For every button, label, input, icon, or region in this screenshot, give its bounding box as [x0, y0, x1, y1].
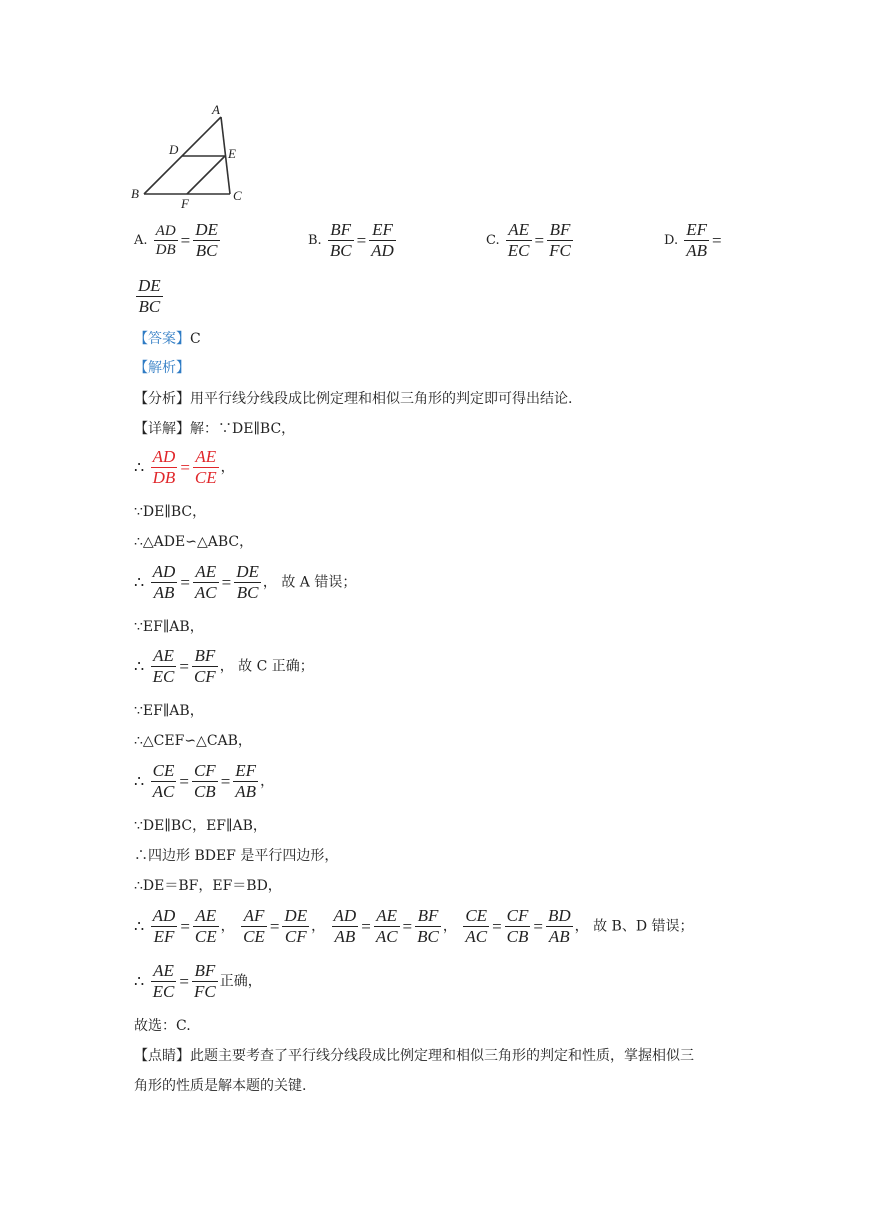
choose-line: 故选：C. — [134, 1018, 191, 1034]
option-label: B. — [308, 233, 322, 248]
label-b: B — [131, 186, 139, 201]
xiangjie-text: 解：∵DE∥BC， — [190, 421, 296, 437]
dianjing-line-1: 【点睛】此题主要考查了平行线分线段成比例定理和相似三角形的判定和性质，掌握相似三 — [134, 1048, 694, 1064]
step-6: ∴ $\frac{AE}{EC}$ = $\frac{BF}{CF}$ ， 故 C 正确； — [134, 646, 314, 686]
fraction: $\frac{AF}{CE}$ — [243, 906, 265, 946]
fenxi-tag: 【分析】 — [134, 391, 190, 407]
answer-line — [134, 329, 201, 349]
option-a[interactable]: A. $\frac{AD}{DB}$ = $\frac{DE}{BC}$ — [134, 220, 218, 260]
fraction: $\frac{AE}{CE}$ — [194, 906, 217, 946]
option-label: A. — [134, 233, 148, 248]
fraction: $\frac{AD}{AB}$ — [333, 906, 357, 946]
fraction: $\frac{AE}{AC}$ — [375, 906, 398, 946]
fraction: $\frac{CE}{AC}$ — [152, 761, 175, 801]
step-12: ∴DE＝BF，EF＝BD， — [134, 878, 282, 894]
triangle-figure — [128, 100, 256, 212]
fraction: $\frac{AD}{AB}$ — [152, 562, 176, 602]
option-b[interactable]: B. $\frac{BF}{BC}$ = $\frac{EF}{AD}$ — [308, 220, 394, 260]
fraction: $\frac{BF}{BC}$ — [417, 906, 439, 946]
fraction: $\frac{BF}{FC}$ — [549, 220, 571, 260]
dianjing-line-2: 角形的性质是解本题的关键. — [134, 1078, 307, 1094]
option-d-continued — [134, 276, 165, 317]
answer-tag: 【答案】 — [134, 331, 190, 347]
fraction: $\frac{AE}{CE}$ — [194, 447, 217, 487]
label-f: F — [181, 196, 189, 211]
fraction: $\frac{DE}{BC}$ — [195, 220, 218, 260]
fraction: $\frac{CF}{CB}$ — [193, 761, 216, 801]
segment-ef — [187, 156, 225, 194]
step-3: ∴△ADE∽△ABC， — [134, 534, 254, 550]
step-1: ∴ $\frac{AD}{DB}$ = $\frac{AE}{CE}$ ， — [134, 447, 235, 487]
option-label: D. — [664, 233, 679, 248]
step-10: ∵DE∥BC，EF∥AB， — [134, 818, 267, 834]
fraction: $\frac{AE}{EC}$ — [152, 646, 175, 686]
fraction: $\frac{CE}{AC}$ — [465, 906, 488, 946]
fraction: $\frac{BF}{BC}$ — [329, 220, 352, 260]
label-d: D — [169, 142, 179, 157]
step-9: ∴ $\frac{CE}{AC}$ = $\frac{CF}{CB}$ = $\frac{EF}{AB}$ ， — [134, 761, 275, 801]
option-c[interactable]: C. $\frac{AE}{EC}$ = $\frac{BF}{FC}$ — [486, 220, 571, 260]
fraction: $\frac{CF}{CB}$ — [506, 906, 529, 946]
fraction: $\frac{BD}{AB}$ — [547, 906, 571, 946]
fraction: $\frac{AD}{DB}$ — [152, 447, 176, 487]
fraction: $\frac{BF}{CF}$ — [193, 646, 216, 686]
fraction: $\frac{EF}{AB}$ — [686, 220, 708, 260]
xiangjie-line — [134, 419, 295, 439]
label-c: C — [233, 188, 242, 203]
fraction: $\frac{DE}{BC}$ — [236, 562, 259, 602]
fenxi-line — [134, 389, 572, 409]
step-7: ∵EF∥AB， — [134, 703, 204, 719]
step-13: ∴ $\frac{AD}{EF}$ = $\frac{AE}{CE}$ ， $\frac{AF}{CE}$ = $\frac{DE}{CF}$ ， $\frac{AD}{AB}$ = $\frac{AE}{AC}$ = $\frac{BF}{BC}$ ， $\frac{CE}{AC}$ = $\frac{CF}{CB}$ = $\frac{BD}{AB}$ ， 故 B、D 错误； — [134, 906, 694, 946]
label-a: A — [212, 102, 220, 117]
fraction: $\frac{EF}{AD}$ — [371, 220, 394, 260]
fraction: $\frac{DE}{CF}$ — [284, 906, 308, 946]
fraction: $\frac{AE}{EC}$ — [507, 220, 530, 260]
fraction: $\frac{AD}{DB}$ — [155, 223, 176, 258]
fraction: $\frac{AE}{EC}$ — [152, 961, 175, 1001]
answer-value: C — [190, 331, 201, 347]
step-5: ∵EF∥AB， — [134, 619, 204, 635]
fraction: $\frac{BF}{FC}$ — [193, 961, 216, 1001]
xiangjie-tag: 【详解】 — [134, 421, 190, 437]
label-e: E — [228, 146, 236, 161]
dianjing-tag: 【点睛】 — [134, 1048, 190, 1064]
option-d[interactable]: D. $\frac{EF}{AB}$ = — [664, 220, 722, 260]
step-14: ∴ $\frac{AE}{EC}$ = $\frac{BF}{FC}$ 正确， — [134, 961, 262, 1001]
step-11: ∴四边形 BDEF 是平行四边形， — [134, 848, 339, 864]
step-4: ∴ $\frac{AD}{AB}$ = $\frac{AE}{AC}$ = $\frac{DE}{BC}$ ， 故 A 错误； — [134, 562, 357, 602]
fraction: $\frac{AE}{AC}$ — [194, 562, 217, 602]
analysis-tag: 【解析】 — [134, 360, 190, 376]
step-8: ∴△CEF∽△CAB， — [134, 733, 252, 749]
option-label: C. — [486, 233, 500, 248]
fraction: $\frac{DE}{BC}$ — [138, 276, 161, 316]
fraction: $\frac{EF}{AB}$ — [235, 761, 257, 801]
fraction: $\frac{AD}{EF}$ — [152, 906, 176, 946]
step-2: ∵DE∥BC， — [134, 504, 207, 520]
fenxi-text: 用平行线分线段成比例定理和相似三角形的判定即可得出结论. — [190, 391, 573, 407]
